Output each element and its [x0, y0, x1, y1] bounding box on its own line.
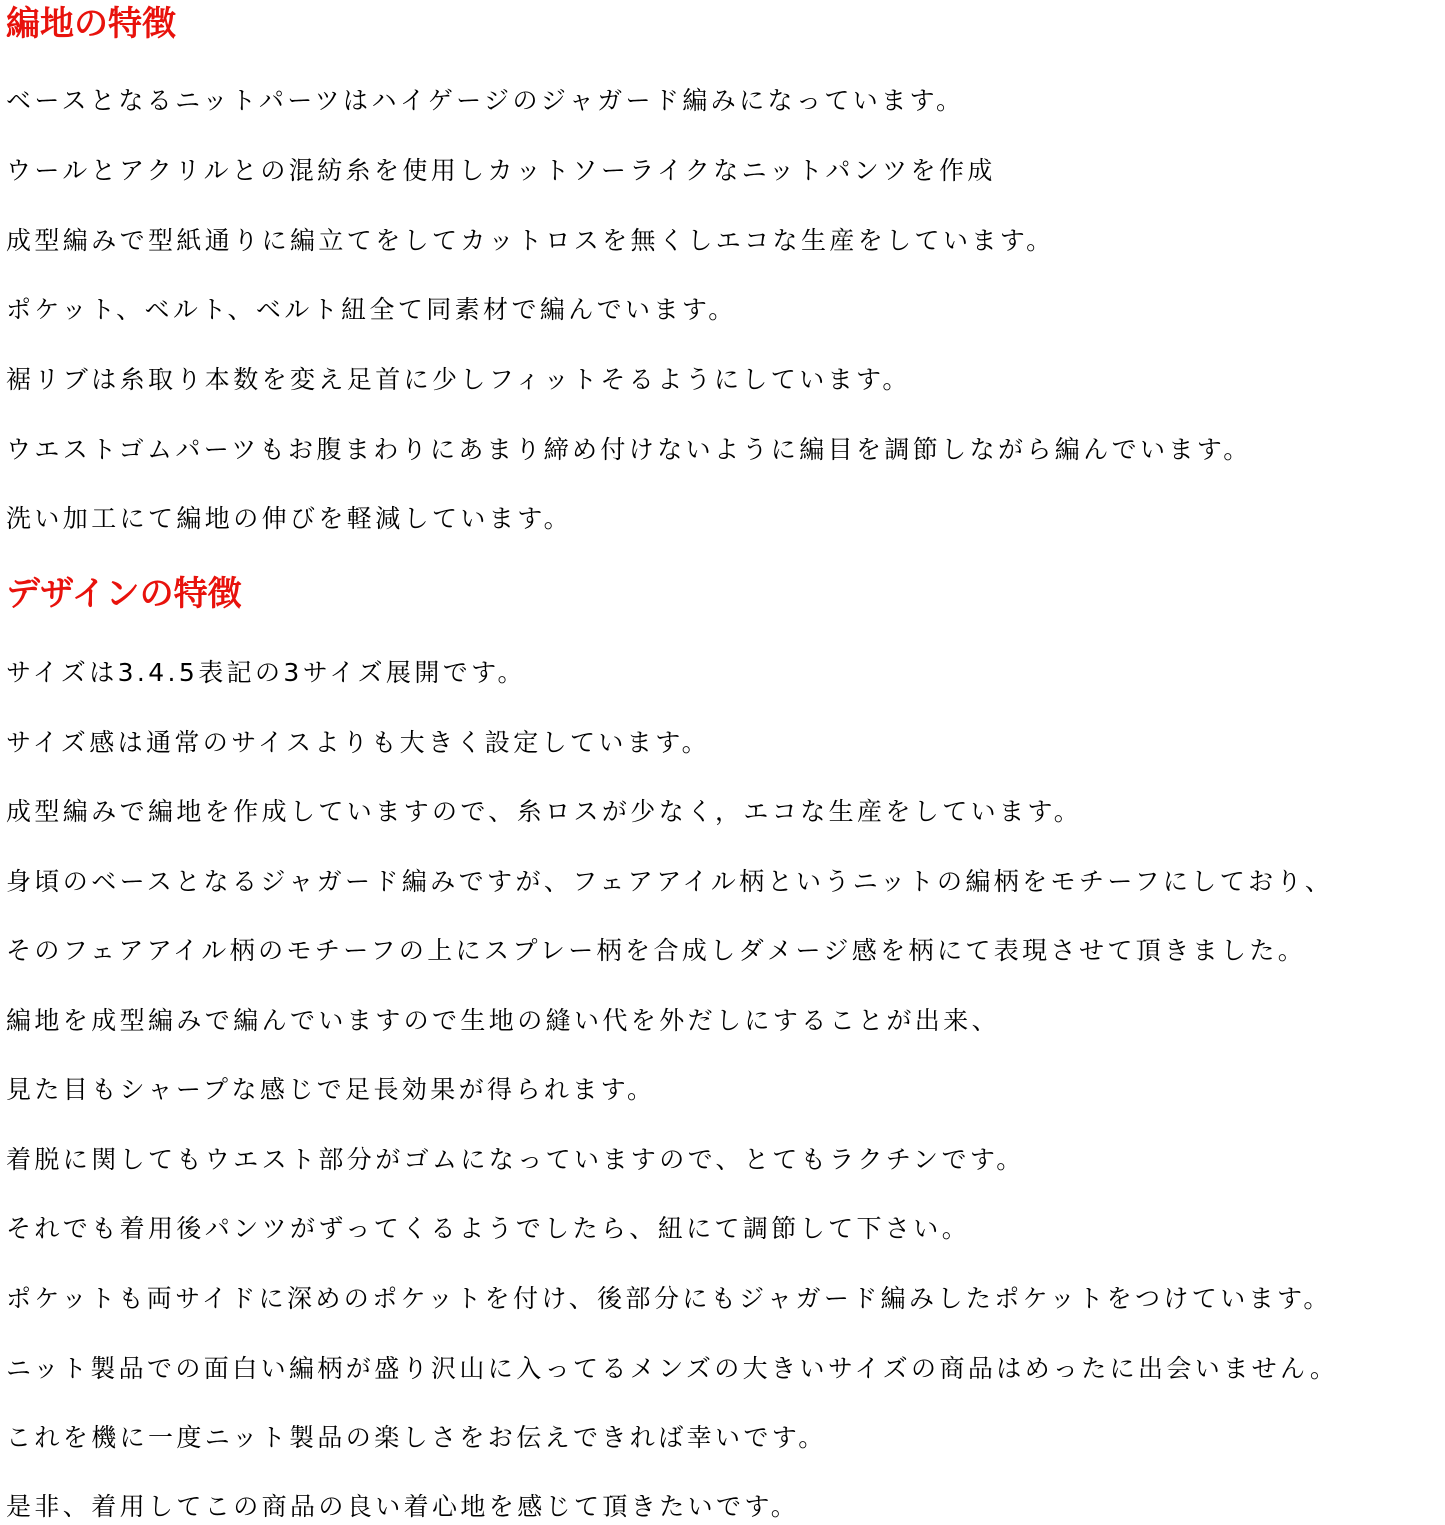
fabric-line-3: 成型編みで型紙通りに編立てをしてカットロスを無くしエコな生産をしています。	[6, 226, 1055, 255]
section-heading-design: デザインの特徴	[6, 574, 242, 614]
design-line-4: 身頃のベースとなるジャガード編みですが、フェアアイル柄というニットの編柄をモチーフにしており、	[6, 867, 1334, 896]
design-line-9: それでも着用後パンツがずってくるようでしたら、紐にて調節して下さい。	[6, 1214, 971, 1243]
design-line-5: そのフェアアイル柄のモチーフの上にスプレー柄を合成しダメージ感を柄にて表現させて頂きました。	[6, 936, 1307, 965]
design-line-7: 見た目もシャープな感じで足長効果が得られます。	[6, 1075, 656, 1104]
design-line-1: サイズは3.4.5表記の3サイズ展開です。	[6, 658, 526, 687]
fabric-line-2: ウールとアクリルとの混紡糸を使用しカットソーライクなニットパンツを作成	[6, 156, 996, 185]
fabric-line-5: 裾リブは糸取り本数を変え足首に少しフィットそるようにしています。	[6, 365, 911, 394]
design-line-8: 着脱に関してもウエスト部分がゴムになっていますので、とてもラクチンです。	[6, 1145, 1025, 1174]
design-line-12: これを機に一度ニット製品の楽しさをお伝えできれば幸いです。	[6, 1423, 827, 1452]
design-line-2: サイズ感は通常のサイスよりも大きく設定しています。	[6, 728, 711, 757]
design-line-13: 是非、着用してこの商品の良い着心地を感じて頂きたいです。	[6, 1492, 800, 1521]
design-line-10: ポケットも両サイドに深めのポケットを付け、後部分にもジャガード編みしたポケットをつけています。	[6, 1284, 1332, 1313]
section-heading-fabric: 編地の特徴	[6, 4, 176, 44]
design-line-11: ニット製品での面白い編柄が盛り沢山に入ってるメンズの大きいサイズの商品はめったに出会いません。	[6, 1354, 1339, 1383]
design-line-6: 編地を成型編みで編んでいますので生地の縫い代を外だしにすることが出来、	[6, 1006, 1001, 1035]
fabric-line-1: ベースとなるニットパーツはハイゲージのジャガード編みになっています。	[6, 86, 965, 115]
design-line-3: 成型編みで編地を作成していますので、糸ロスが少なく，エコな生産をしています。	[6, 797, 1083, 826]
fabric-line-6: ウエストゴムパーツもお腹まわりにあまり締め付けないように編目を調節しながら編んでいます。	[6, 435, 1252, 464]
fabric-line-7: 洗い加工にて編地の伸びを軽減しています。	[6, 504, 573, 533]
fabric-line-4: ポケット、ベルト、ベルト紐全て同素材で編んでいます。	[6, 295, 737, 324]
